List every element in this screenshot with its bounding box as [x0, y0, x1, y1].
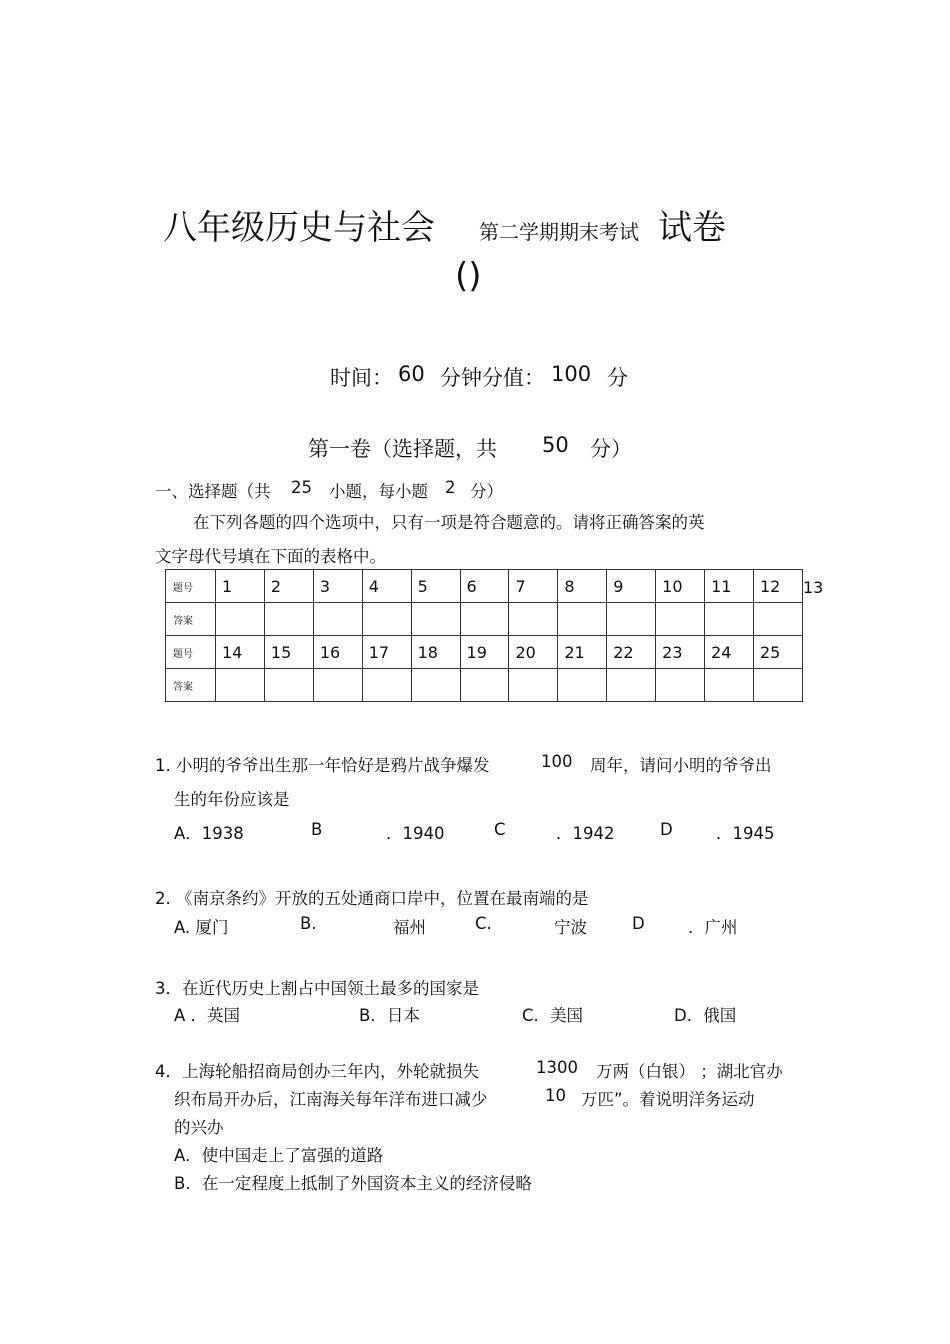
- q4-stem-e: 的兴办: [174, 1118, 224, 1137]
- answer-cell[interactable]: [558, 603, 607, 636]
- heading-a: 一、选择题（共: [155, 482, 271, 501]
- title-suffix: 试卷: [658, 208, 726, 248]
- answer-cell[interactable]: [411, 669, 460, 702]
- grid-qnum: 18: [411, 636, 460, 669]
- grid-qnum: 2: [264, 570, 313, 603]
- q2-stem: 2. 《南京条约》开放的五处通商口岸中，位置在最南端的是: [155, 889, 589, 908]
- instruction-line2: 文字母代号填在下面的表格中。: [155, 547, 386, 566]
- grid-label-a: 答案: [166, 669, 216, 702]
- q4-stem-num2: 10: [545, 1086, 566, 1105]
- q1-option-c-value: ．1942: [556, 824, 615, 843]
- title-sub: 第二学期期末考试: [479, 220, 639, 244]
- grid-qnum: 23: [656, 636, 705, 669]
- answer-cell[interactable]: [264, 603, 313, 636]
- grid-qnum: 19: [460, 636, 509, 669]
- answer-cell[interactable]: [313, 603, 362, 636]
- answer-cell[interactable]: [558, 669, 607, 702]
- q4-stem-c: 织布局开办后，江南海关每年洋布进口减少: [174, 1090, 488, 1109]
- q1-option-d-value: ．1945: [716, 824, 775, 843]
- heading-each: 2: [445, 478, 456, 497]
- q2-option-d-letter: D: [632, 914, 645, 933]
- q2-option-a: A. 厦门: [174, 918, 229, 937]
- q1-stem-b: 周年，请问小明的爷爷出: [590, 756, 772, 775]
- score-unit: 分: [607, 366, 628, 390]
- grid-qnum: 6: [460, 570, 509, 603]
- grid-label-a: 答案: [166, 603, 216, 636]
- q2-option-c-letter: C.: [475, 914, 492, 933]
- answer-cell[interactable]: [264, 669, 313, 702]
- q1-option-c-letter: C: [494, 820, 506, 839]
- answer-cell[interactable]: [460, 669, 509, 702]
- answer-cell[interactable]: [607, 603, 656, 636]
- q4-option-b: B．在一定程度上抵制了外国资本主义的经济侵略: [174, 1174, 532, 1193]
- q3-option-c: C．美国: [522, 1006, 584, 1025]
- answer-cell[interactable]: [362, 669, 411, 702]
- grid-qnum: 15: [264, 636, 313, 669]
- section-title-points: 50: [542, 433, 569, 457]
- grid-qnum: 21: [558, 636, 607, 669]
- time-value: 60: [398, 362, 425, 386]
- answer-cell[interactable]: [313, 669, 362, 702]
- title-paren: (): [455, 256, 482, 296]
- answer-cell[interactable]: [362, 603, 411, 636]
- q4-stem-num1: 1300: [536, 1058, 578, 1077]
- q1-option-b-value: ．1940: [386, 824, 445, 843]
- answer-cell[interactable]: [753, 669, 802, 702]
- q4-option-a: A．使中国走上了富强的道路: [174, 1146, 384, 1165]
- answer-cell[interactable]: [509, 669, 558, 702]
- answer-cell[interactable]: [411, 603, 460, 636]
- answer-cell[interactable]: [216, 669, 265, 702]
- q1-stem-num: 100: [541, 752, 573, 771]
- time-label: 时间：: [330, 366, 393, 390]
- q2-option-c-value: 宁波: [554, 918, 587, 937]
- grid-qnum: 11: [705, 570, 754, 603]
- grid-qnum: 8: [558, 570, 607, 603]
- grid-qnum: 5: [411, 570, 460, 603]
- answer-cell[interactable]: [607, 669, 656, 702]
- q4-stem-a: 4．上海轮船招商局创办三年内，外轮就损失: [155, 1062, 479, 1081]
- q4-stem-b: 万两（白银） ；湖北官办: [596, 1062, 783, 1081]
- instruction-line1: 在下列各题的四个选项中，只有一项是符合题意的。请将正确答案的英: [193, 513, 705, 532]
- q3-option-b: B．日本: [359, 1006, 420, 1025]
- answer-cell[interactable]: [460, 603, 509, 636]
- answer-grid: [165, 569, 824, 702]
- answer-cell[interactable]: [509, 603, 558, 636]
- section-title-suffix: 分）: [590, 437, 632, 461]
- q3-option-a: A ．英国: [174, 1006, 241, 1025]
- q2-option-b-value: 福州: [393, 918, 426, 937]
- answer-cell[interactable]: [656, 669, 705, 702]
- section-title-prefix: 第一卷（选择题，共: [308, 437, 497, 461]
- grid-row-a1: [166, 603, 803, 636]
- grid-qnum: 3: [313, 570, 362, 603]
- grid-qnum: 9: [607, 570, 656, 603]
- grid-qnum: 10: [656, 570, 705, 603]
- grid-row-q1: [166, 570, 803, 603]
- grid-row-a2: [166, 669, 803, 702]
- q1-option-b-letter: B: [311, 820, 323, 839]
- heading-c: 分）: [470, 482, 503, 501]
- grid-qnum: 12 13: [753, 570, 802, 603]
- grid-qnum: 1: [216, 570, 265, 603]
- q1-option-d-letter: D: [660, 820, 673, 839]
- grid-row-q2: [166, 636, 803, 669]
- grid-qnum: 24: [705, 636, 754, 669]
- grid-qnum: 20: [509, 636, 558, 669]
- answer-cell[interactable]: [753, 603, 802, 636]
- heading-b: 小题，每小题: [329, 482, 428, 501]
- q2-option-d-value: ．广州: [688, 918, 738, 937]
- grid-qnum: 7: [509, 570, 558, 603]
- grid-qnum: 17: [362, 636, 411, 669]
- grid-label-q: 题号: [166, 636, 216, 669]
- q3-stem: 3．在近代历史上割占中国领土最多的国家是: [155, 979, 479, 998]
- grid-qnum: 14: [216, 636, 265, 669]
- q1-stem-a: 1. 小明的爷爷出生那一年恰好是鸦片战争爆发: [155, 756, 490, 775]
- q1-stem-c: 生的年份应该是: [174, 790, 290, 809]
- answer-cell[interactable]: [705, 669, 754, 702]
- grid-qnum: 22: [607, 636, 656, 669]
- answer-cell[interactable]: [705, 603, 754, 636]
- title-main: 八年级历史与社会: [163, 208, 435, 248]
- time-unit: 分钟分值：: [440, 366, 545, 390]
- grid-qnum: 16: [313, 636, 362, 669]
- score-value: 100: [551, 362, 592, 386]
- q4-stem-d: 万匹”。着说明洋务运动: [581, 1090, 755, 1109]
- q2-option-b-letter: B.: [300, 914, 317, 933]
- grid-label-q: 题号: [166, 570, 216, 603]
- heading-count: 25: [291, 478, 312, 497]
- grid-qnum-13: 13: [802, 578, 824, 597]
- grid-qnum: 25: [753, 636, 802, 669]
- grid-qnum: 4: [362, 570, 411, 603]
- answer-cell[interactable]: [656, 603, 705, 636]
- q3-option-d: D．俄国: [674, 1006, 737, 1025]
- q1-option-a: A．1938: [174, 824, 244, 843]
- answer-cell[interactable]: [216, 603, 265, 636]
